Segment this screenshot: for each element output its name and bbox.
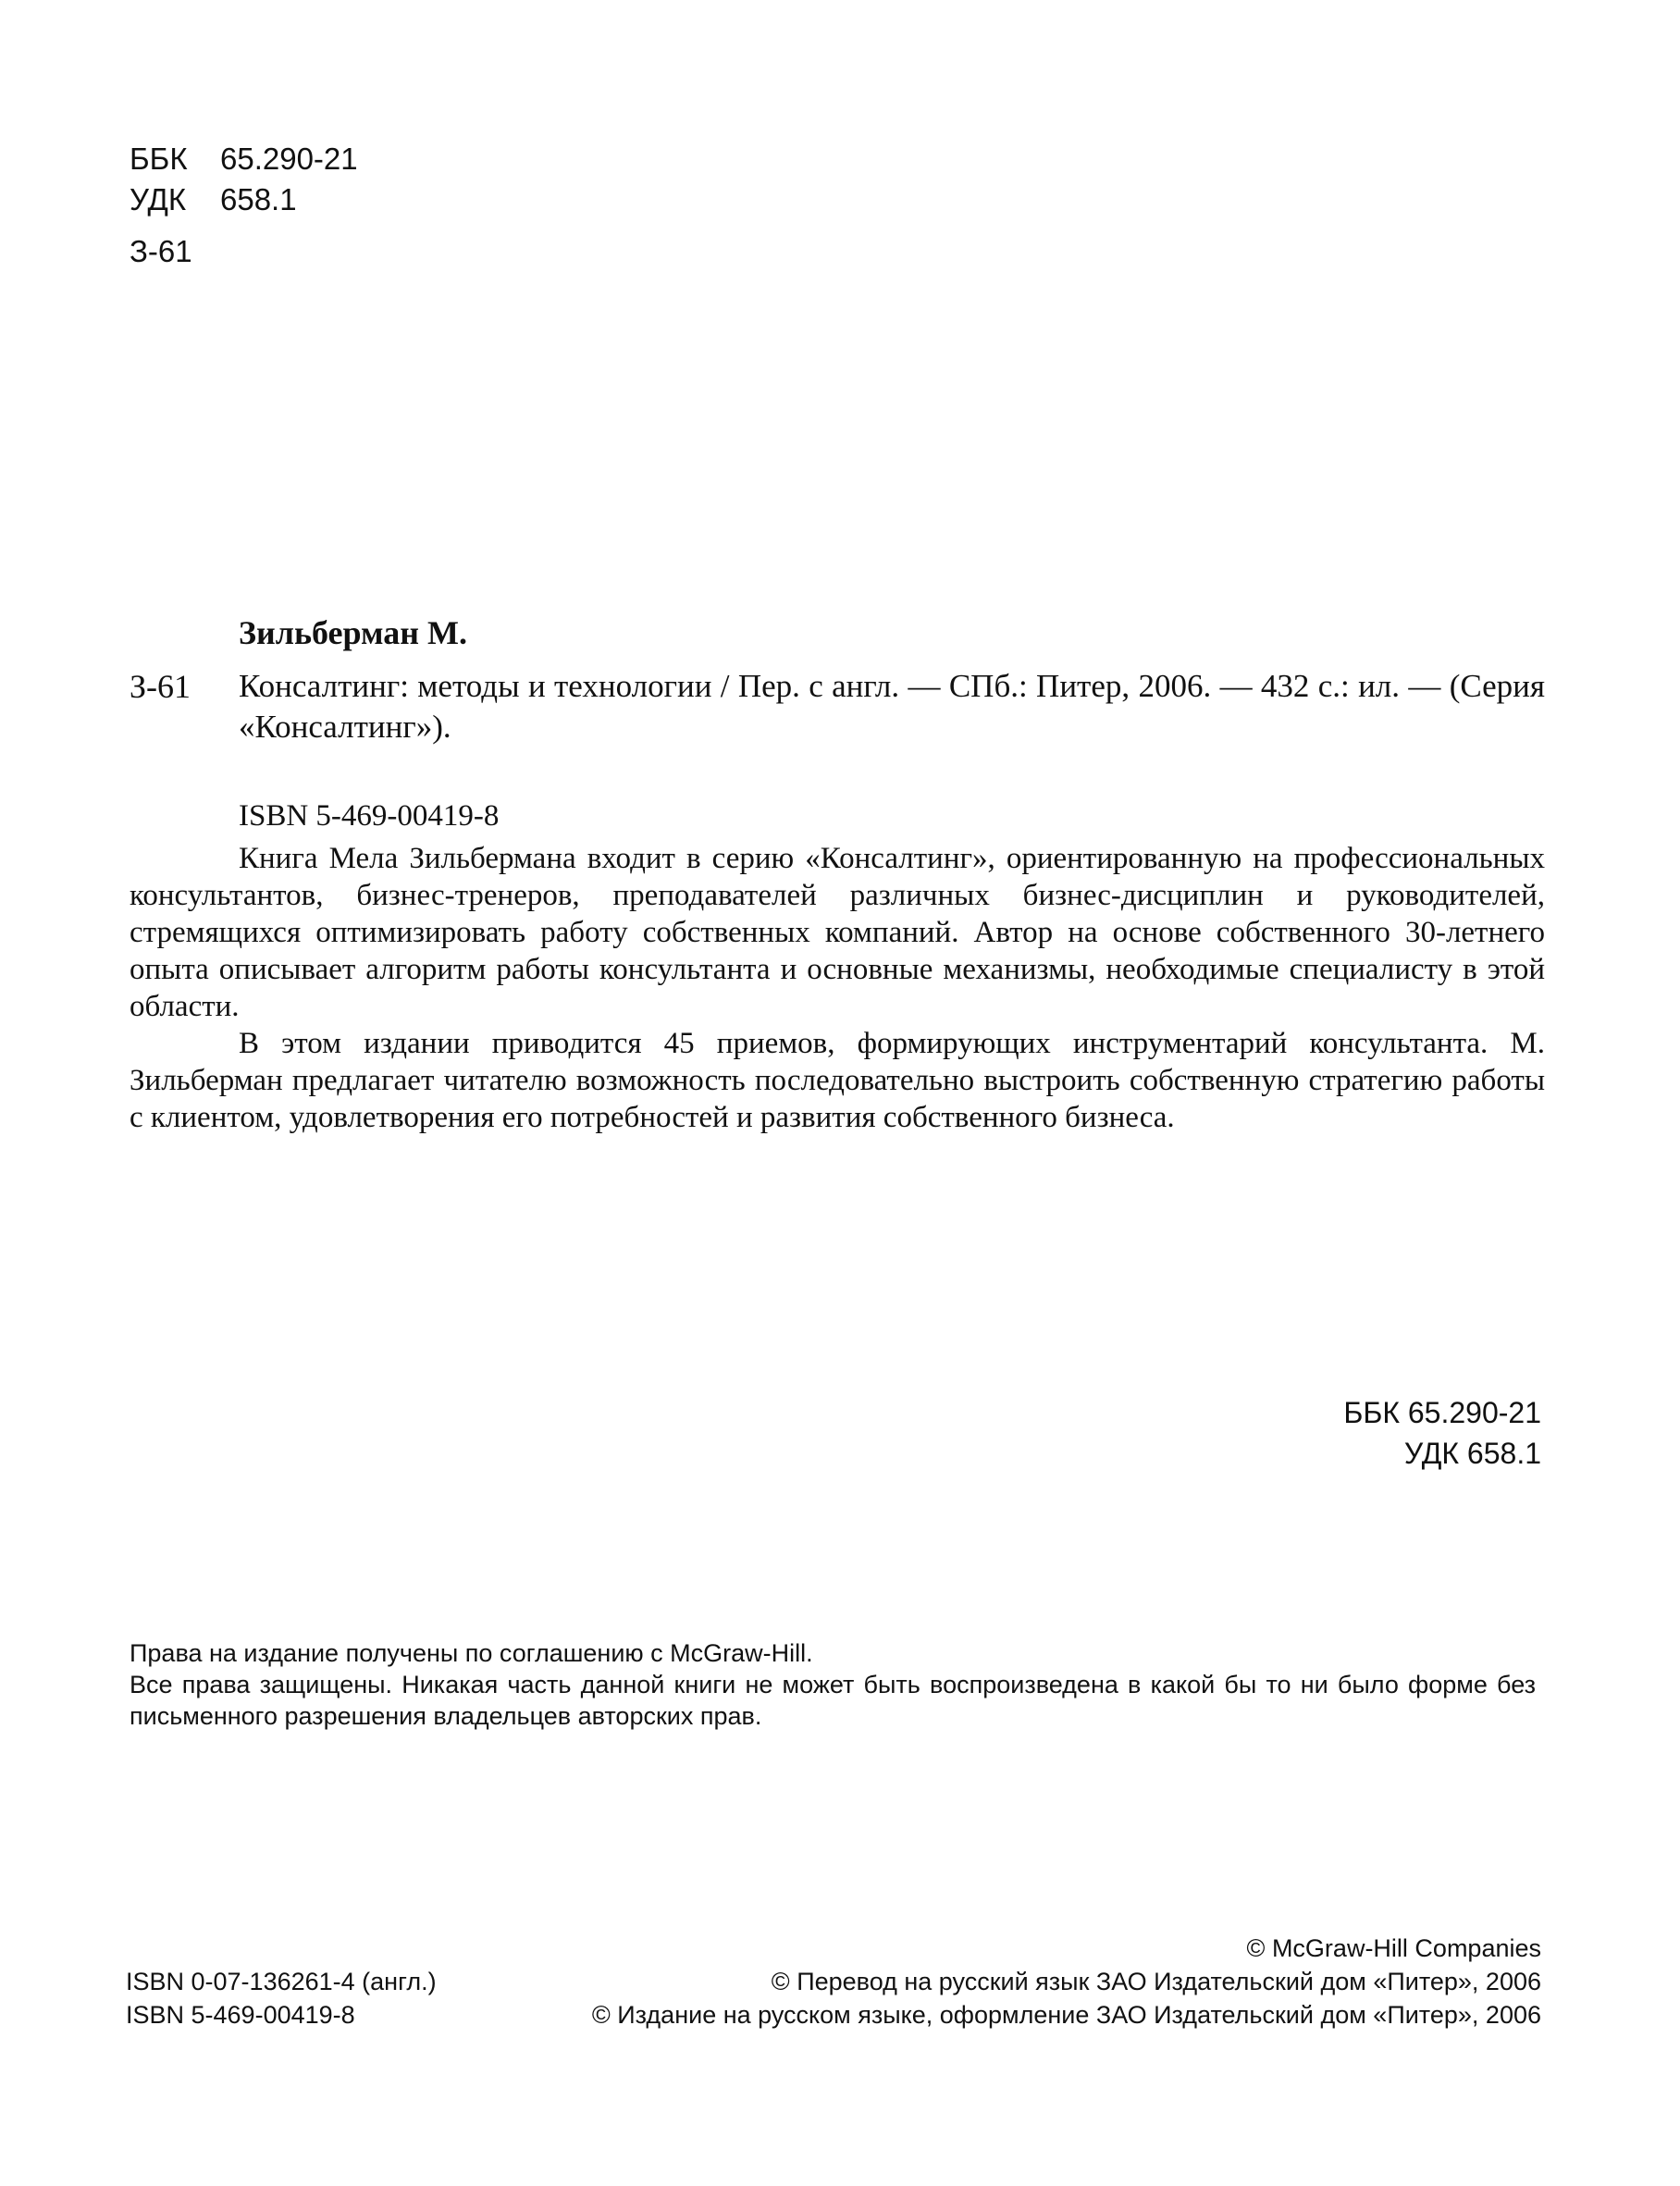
- rights-notice: [130, 1637, 1536, 1732]
- card-annotation: [130, 840, 1545, 1136]
- annotation-paragraph-1: Книга Мела Зильбермана входит в серию «Консалтинг», ориентированную на профессиональных консультантов, бизнес-тренеров, преподавателей различных бизнес-дисциплин и руководителей, стремящихся оптимизировать работу собственных компаний. Автор на основе собственного 30-летнего опыта описывает алгоритм работы консультанта и основные механизмы, необходимые специалисту в этой области.: [130, 842, 1545, 1023]
- bbk-value: 65.290-21: [220, 142, 358, 176]
- card-isbn: ISBN 5-469-00419-8: [239, 799, 500, 833]
- bottom-isbn-block: [126, 1965, 437, 2032]
- card-title-row: [130, 666, 1545, 747]
- copyright-block: [592, 1932, 1541, 2032]
- card-author: Зильберман М.: [239, 614, 467, 651]
- rights-line-1: Права на издание получены по соглашению с McGraw-Hill.: [130, 1639, 813, 1667]
- right-udk: УДК 658.1: [1403, 1437, 1541, 1470]
- rights-line-2: Все права защищены. Никакая часть данной книги не может быть воспроизведена в какой бы то ни было форме без письменного разрешения владельцев авторских прав.: [130, 1671, 1536, 1730]
- udk-label: УДК: [130, 182, 187, 216]
- udk-row: [130, 179, 358, 220]
- top-classification-block: [130, 139, 358, 272]
- author-sign-top: З-61: [130, 234, 192, 268]
- isbn-russian: ISBN 5-469-00419-8: [126, 2001, 355, 2029]
- udk-value: 658.1: [220, 182, 297, 216]
- copyright-line-1: © McGraw-Hill Companies: [1246, 1934, 1541, 1962]
- annotation-paragraph-2: В этом издании приводится 45 приемов, формирующих инструментарий консультанта. М. Зильберман предлагает читателю возможность последовательно выстроить собственную стратегию работы с клиентом, удовлетворения его потребностей и развития собственного бизнеса.: [130, 1027, 1545, 1134]
- copyright-line-2: © Перевод на русский язык ЗАО Издательский дом «Питер», 2006: [771, 1968, 1541, 1995]
- bbk-label: ББК: [130, 142, 188, 176]
- bbk-row: [130, 139, 358, 179]
- right-classification-block: [1343, 1392, 1541, 1474]
- catalog-card: [130, 612, 1545, 1136]
- card-author-sign: З-61: [130, 668, 191, 705]
- copyright-line-3: © Издание на русском языке, оформление ЗАО Издательский дом «Питер», 2006: [591, 2001, 1541, 2029]
- card-title-description: Консалтинг: методы и технологии / Пер. с англ. — СПб.: Питер, 2006. — 432 с.: ил. — (Серия «Консалтинг»).: [239, 668, 1545, 745]
- isbn-english: ISBN 0-07-136261-4 (англ.): [126, 1968, 437, 1995]
- right-bbk: ББК 65.290-21: [1343, 1396, 1541, 1429]
